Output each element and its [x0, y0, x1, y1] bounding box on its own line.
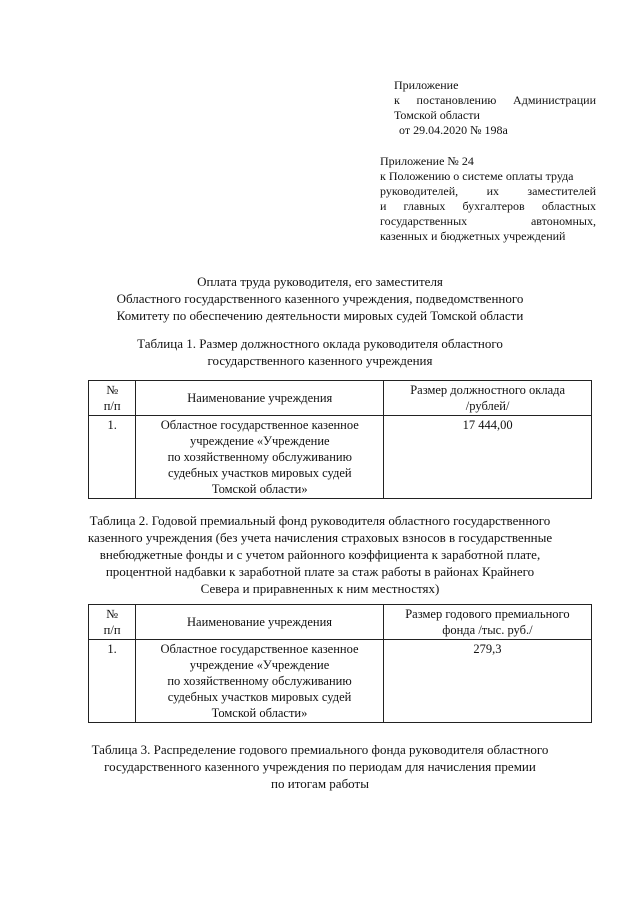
table-header-row	[89, 605, 592, 640]
table2	[88, 604, 592, 723]
header-name: Наименование учреждения	[136, 605, 384, 640]
caption-line: Таблица 3. Распределение годового премиального фонда руководителя областного	[91, 742, 549, 757]
appendix-line: и главных бухгалтеров областных	[380, 199, 596, 213]
appendix-line: государственных автономных,	[380, 214, 596, 228]
row-num: 1.	[89, 416, 136, 499]
header-name: Наименование учреждения	[136, 381, 384, 416]
table-row	[89, 416, 592, 499]
caption-line: Севера и приравненных к ним местностях)	[200, 581, 440, 596]
header-num: № п/п	[89, 381, 136, 416]
table-header-row	[89, 381, 592, 416]
approval-block	[394, 78, 596, 138]
caption-line: государственного казенного учреждения	[207, 353, 433, 368]
row-name: Областное государственное казенное учреждение «Учреждение по хозяйственному обслуживанию судебных участков мировых судей Томской области»	[136, 416, 384, 499]
row-value: 279,3	[383, 640, 591, 723]
appendix-line: руководителей, их заместителей	[380, 184, 596, 198]
header-num: № п/п	[89, 605, 136, 640]
document-heading	[0, 273, 640, 324]
approval-title: Приложение	[394, 78, 459, 92]
table-row	[89, 640, 592, 723]
caption-line: процентной надбавки к заработной плате за стаж работы в районах Крайнего	[105, 564, 535, 579]
row-num: 1.	[89, 640, 136, 723]
caption-line: казенного учреждения (без учета начисления страховых взносов в государственные	[87, 530, 553, 545]
table3-caption	[0, 741, 640, 792]
table1	[88, 380, 592, 499]
caption-line: внебюджетные фонды и с учетом районного коэффициента к заработной плате,	[99, 547, 541, 562]
heading-line: Областного государственного казенного учреждения, подведомственного	[116, 291, 524, 306]
caption-line: Таблица 2. Годовой премиальный фонд руководителя областного государственного	[89, 513, 551, 528]
row-value: 17 444,00	[384, 416, 592, 499]
caption-line: по итогам работы	[271, 776, 369, 791]
table2-caption	[0, 512, 640, 597]
header-value: Размер должностного оклада /рублей/	[384, 381, 592, 416]
header-value: Размер годового премиального фонда /тыс. руб./	[383, 605, 591, 640]
approval-region: Томской области	[394, 108, 480, 122]
table1-caption	[0, 335, 640, 369]
caption-line: Таблица 1. Размер должностного оклада руководителя областного	[137, 336, 503, 351]
heading-line: Оплата труда руководителя, его заместителя	[197, 274, 443, 289]
appendix-title: Приложение № 24	[380, 154, 474, 168]
heading-line: Комитету по обеспечению деятельности мировых судей Томской области	[116, 308, 524, 323]
appendix-line: казенных и бюджетных учреждений	[380, 229, 566, 243]
appendix-block	[380, 154, 596, 244]
row-name: Областное государственное казенное учреждение «Учреждение по хозяйственному обслуживанию судебных участков мировых судей Томской области»	[136, 640, 384, 723]
approval-decree: к постановлению Администрации	[394, 93, 596, 107]
approval-date: от 29.04.2020 № 198а	[399, 123, 508, 137]
appendix-line: к Положению о системе оплаты труда	[380, 169, 574, 183]
caption-line: государственного казенного учреждения по периодам для начисления премии	[104, 759, 536, 774]
